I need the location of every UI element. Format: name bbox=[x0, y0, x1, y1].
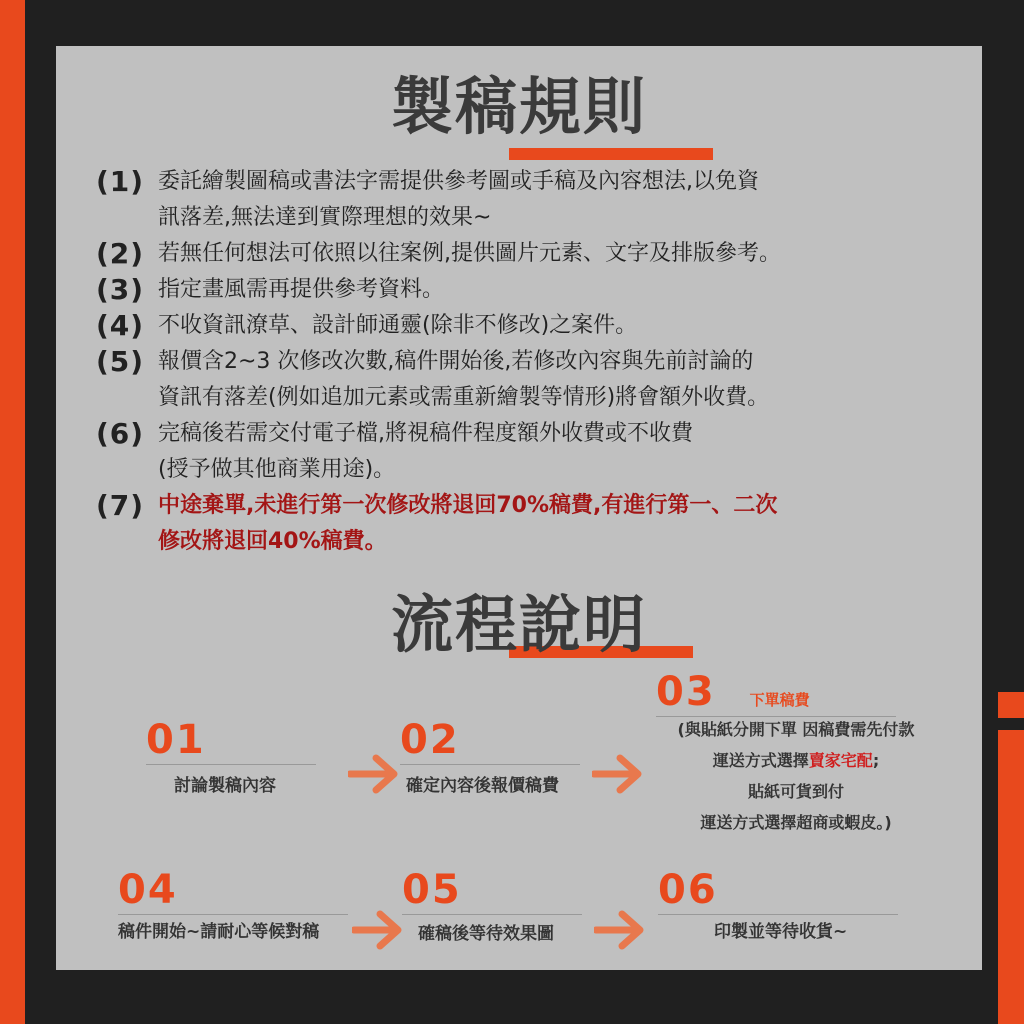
step-label: 稿件開始~請耐心等候對稿 bbox=[118, 922, 320, 942]
right-stripe-gap bbox=[998, 718, 1024, 730]
note-line-4: 運送方式選擇超商或蝦皮。) bbox=[700, 813, 892, 832]
note-highlight: 賣家宅配 bbox=[808, 751, 873, 770]
rule-item bbox=[96, 416, 956, 488]
step-03 bbox=[656, 670, 896, 717]
step-05 bbox=[402, 868, 582, 944]
rule-number: (5) bbox=[96, 345, 145, 378]
rules-title-underline bbox=[509, 148, 713, 160]
step-number: 03 bbox=[656, 669, 716, 715]
rule-text-line: 完稿後若需交付電子檔,將視稿件程度額外收費或不收費 bbox=[158, 421, 693, 446]
rule-text-line: 指定畫風需再提供參考資料。 bbox=[158, 277, 445, 302]
rule-text-line: 不收資訊潦草、設計師通靈(除非不修改)之案件。 bbox=[158, 313, 638, 338]
arrow-right-icon bbox=[592, 752, 646, 796]
rules-title-wrap bbox=[56, 72, 982, 142]
rule-number: (4) bbox=[96, 309, 145, 342]
arrow-right-icon bbox=[348, 752, 402, 796]
step-divider bbox=[402, 914, 582, 915]
step-number: 02 bbox=[400, 717, 460, 763]
rule-number: (6) bbox=[96, 417, 145, 450]
step-divider bbox=[118, 914, 348, 915]
rule-text-line: 訊落差,無法達到實際理想的效果~ bbox=[158, 205, 492, 230]
note-line-2-end: ; bbox=[872, 751, 880, 770]
step-06 bbox=[658, 868, 898, 942]
rule-item bbox=[96, 164, 956, 236]
step-02 bbox=[400, 718, 580, 796]
flow-title: 流程說明 bbox=[390, 588, 647, 661]
step-01 bbox=[146, 718, 316, 796]
rule-item bbox=[96, 488, 956, 560]
arrow-right-icon bbox=[594, 908, 648, 952]
note-line-3: 貼紙可貨到付 bbox=[747, 782, 844, 801]
rule-number: (3) bbox=[96, 273, 145, 306]
step-label: 討論製稿內容 bbox=[174, 776, 276, 796]
content-panel bbox=[56, 46, 982, 970]
rule-text-line: 委託繪製圖稿或書法字需提供參考圖或手稿及內容想法,以免資 bbox=[158, 169, 759, 194]
rule-text-line: 資訊有落差(例如追加元素或需重新繪製等情形)將會額外收費。 bbox=[158, 385, 770, 410]
step-number: 01 bbox=[146, 717, 206, 763]
step-label: 印製並等待收貨~ bbox=[714, 922, 848, 942]
step-divider bbox=[400, 764, 580, 765]
note-line-2-text: 運送方式選擇 bbox=[712, 751, 809, 770]
note-line-2 bbox=[646, 745, 946, 776]
rules-list bbox=[96, 164, 956, 560]
step-divider bbox=[146, 764, 316, 765]
rule-text-line: (授予做其他商業用途)。 bbox=[158, 457, 396, 482]
step-number: 05 bbox=[402, 867, 462, 913]
rule-item bbox=[96, 236, 956, 272]
rule-item bbox=[96, 344, 956, 416]
rule-text-line: 中途棄單,未進行第一次修改將退回70%稿費,有進行第一、二次 bbox=[158, 493, 778, 518]
rule-item bbox=[96, 272, 956, 308]
step-label: 確定內容後報價稿費 bbox=[406, 776, 559, 796]
left-accent-stripe bbox=[0, 0, 25, 1024]
step-number: 04 bbox=[118, 867, 178, 913]
rule-number: (7) bbox=[96, 489, 145, 522]
rule-text-line: 報價含2~3 次修改次數,稿件開始後,若修改內容與先前討論的 bbox=[158, 349, 754, 374]
step-label: 下單稿費 bbox=[749, 691, 810, 709]
step-number: 06 bbox=[658, 867, 718, 913]
rule-text-line: 修改將退回40%稿費。 bbox=[158, 529, 387, 554]
step-label: 確稿後等待效果圖 bbox=[418, 924, 554, 944]
rule-text-line: 若無任何想法可依照以往案例,提供圖片元素、文字及排版參考。 bbox=[158, 241, 781, 266]
flow-title-wrap bbox=[56, 590, 982, 660]
rule-number: (1) bbox=[96, 165, 145, 198]
rule-number: (2) bbox=[96, 237, 145, 270]
note-line-1: (與貼紙分開下單 因稿費需先付款 bbox=[677, 720, 915, 739]
arrow-right-icon bbox=[352, 908, 406, 952]
rule-item bbox=[96, 308, 956, 344]
step-03-note bbox=[646, 714, 946, 838]
right-accent-stripe bbox=[998, 692, 1024, 1024]
step-divider bbox=[658, 914, 898, 915]
step-04 bbox=[118, 868, 348, 942]
rules-title: 製稿規則 bbox=[390, 70, 647, 143]
